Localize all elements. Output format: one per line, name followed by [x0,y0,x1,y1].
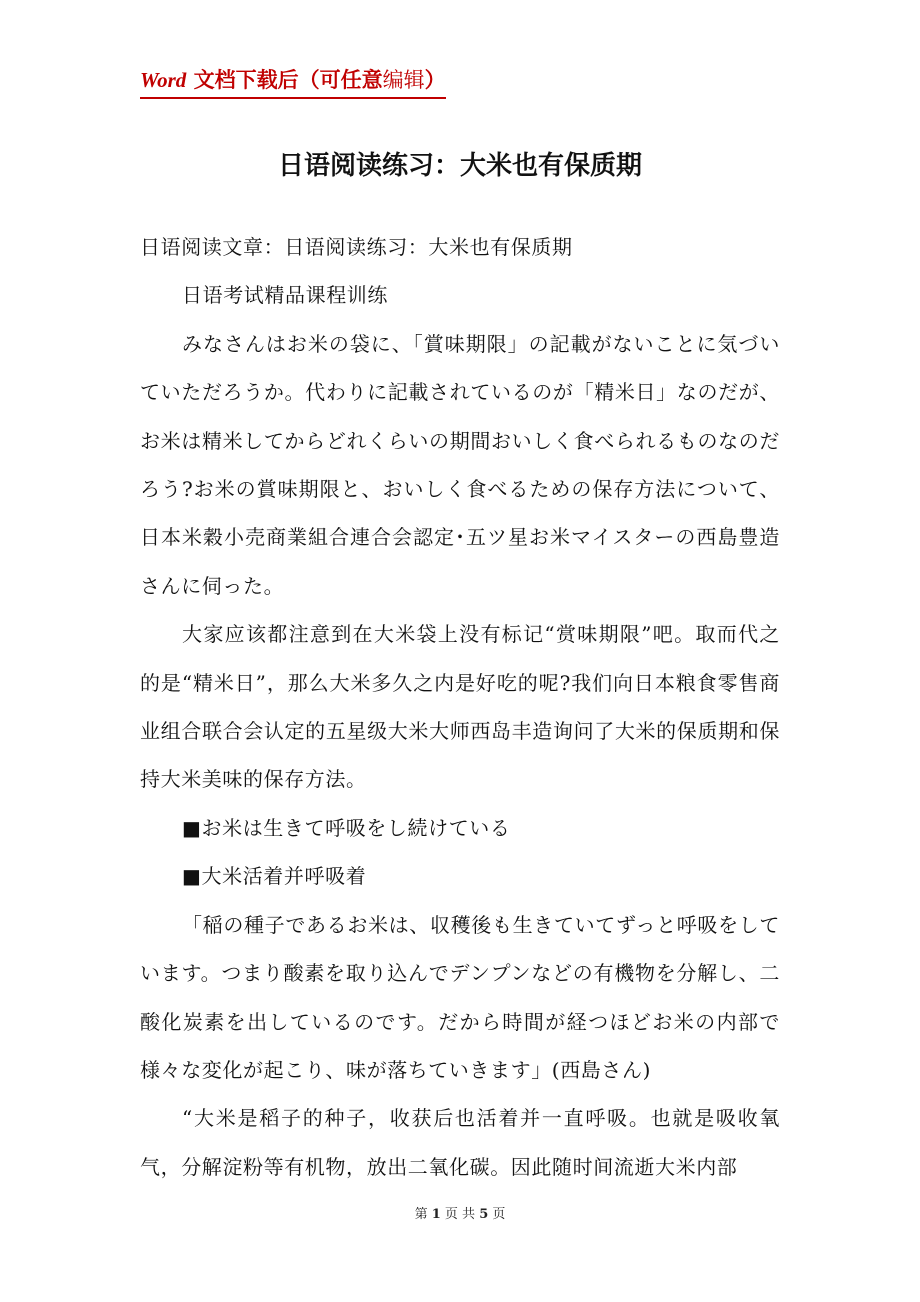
footer-prefix: 第 [414,1207,432,1222]
paragraph-course-line: 日语考试精品课程训练 [182,283,388,308]
header-label-end: ） [424,67,446,92]
footer-page-number: 1 [431,1207,441,1222]
footer-suffix: 页 [488,1207,506,1222]
paragraph-source-line: 日语阅读文章：日语阅读练习：大米也有保质期 [140,235,573,259]
document-body [140,223,780,1191]
document-title: 日语阅读练习：大米也有保质期 [277,151,642,181]
header-label-edit: 编辑 [382,68,425,92]
paragraph-chinese-quote: “大米是稻子的种子，收获后也活着并一直呼吸。也就是吸收氧气，分解淀粉等有机物，放出二氧化碳。因此随时间流逝大米内部 [140,1106,780,1179]
header-word: Word [140,68,187,92]
footer-total-pages: 5 [479,1207,489,1222]
header-label-main: 文档下载后（可任意 [186,67,383,92]
paragraph-japanese-intro: みなさんはお米の袋に、「賞味期限」の記載がないことに気づいていただろうか。代わりに記載されているのが「精米日」なのだが、お米は精米してからどれくらいの期間おいしく食べられるものなのだろう?お米の賞味期限と、おいしく食べるための保存方法について、日本米穀小売商業組合連合会認定･五ツ星お米マイスターの西島豊造さんに伺った。 [140,331,780,598]
download-link[interactable] [140,66,446,99]
footer-middle: 页 共 [440,1207,480,1222]
heading-japanese-section: ■お米は生きて呼吸をし続けている [182,815,511,840]
heading-chinese-section: ■大米活着并呼吸着 [182,864,367,889]
page-footer [0,1206,920,1224]
paragraph-chinese-intro: 大家应该都注意到在大米袋上没有标记“赏味期限”吧。取而代之的是“精米日”，那么大米多久之内是好吃的呢?我们向日本粮食零售商业组合联合会认定的五星级大米大师西岛丰造询问了大米的保质期和保持大米美味的保存方法。 [140,622,780,792]
paragraph-japanese-quote: 「稲の種子であるお米は、収穫後も生きていてずっと呼吸をしています。つまり酸素を取り込んでデンプンなどの有機物を分解し、二酸化炭素を出しているのです。だから時間が経つほどお米の内部で様々な変化が起こり、味が落ちていきます」(西島さん) [140,912,780,1082]
